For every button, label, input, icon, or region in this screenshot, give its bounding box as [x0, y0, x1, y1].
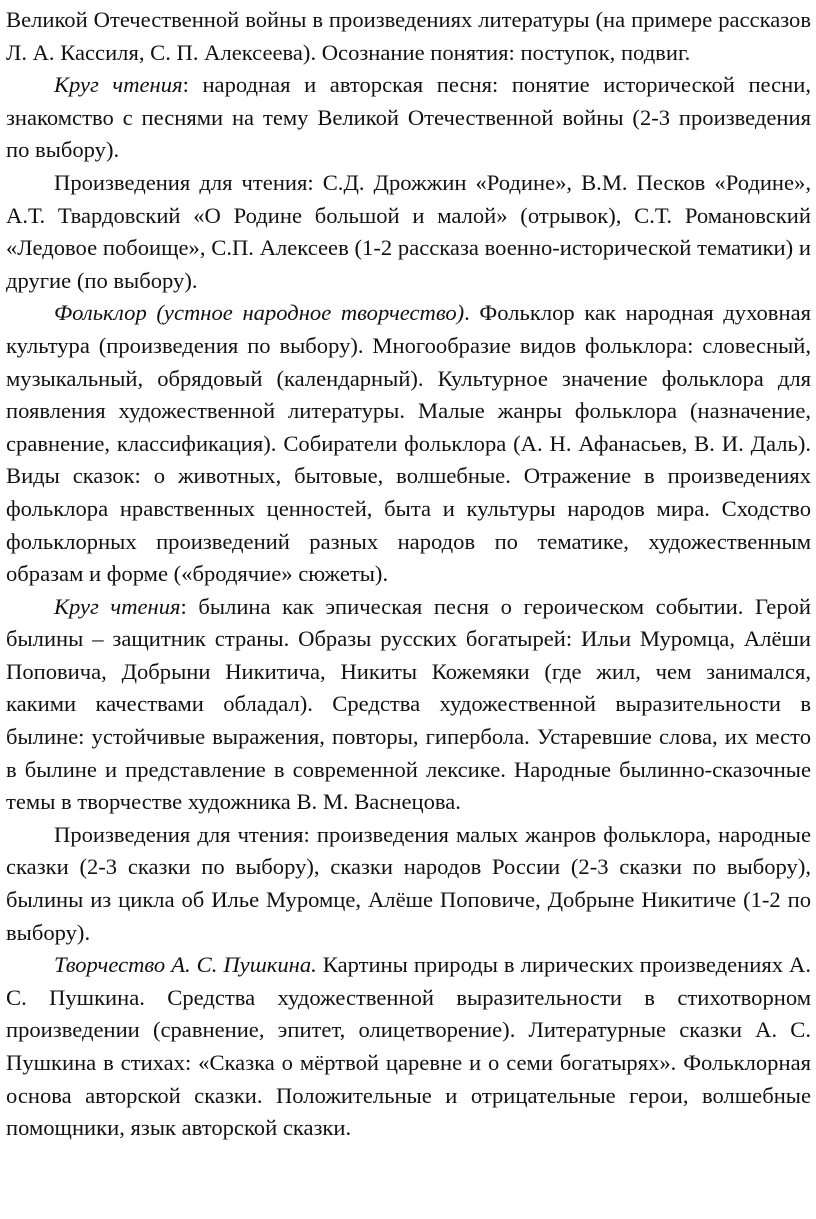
paragraph-3-text: Произведения для чтения: С.Д. Дрожжин «Родине», В.М. Песков «Родине», А.Т. Твардовский «О Родине большой и малой» (отрывок), С.Т. Романовский «Ледовое побоище», С.П. Алексеев (1-2 рассказа военно-исторической тематики) и другие (по выбору).: [6, 169, 811, 293]
paragraph-2-text: : народная и авторская песня: понятие исторической песни, знакомство с песнями на тему Великой Отечественной войны (2-3 произведения по выбору).: [6, 72, 812, 163]
paragraph-4: [6, 297, 811, 590]
paragraph-5-italic-lead: Круг чтения: [54, 593, 181, 619]
paragraph-1-text: Великой Отечественной войны в произведениях литературы (на примере рассказов Л. А. Кассиля, С. П. Алексеева). Осознание понятия: поступок, подвиг.: [6, 7, 811, 65]
paragraph-7-italic-lead: Творчество А. С. Пушкина.: [54, 952, 317, 978]
paragraph-5-text: : былина как эпическая песня о героическом событии. Герой былины – защитник страны. Образы русских богатырей: Ильи Муромца, Алёши Поповича, Добрыни Никитича, Никиты Кожемяки (где жил, чем занимался, какими качествами обладал). Средства художественной выразительности в былине: устойчивые выражения, повторы, гипербола. Устаревшие слова, их место в былине и представление в современной лексике. Народные былинно-сказочные темы в творчестве художника В. М. Васнецова.: [6, 593, 811, 815]
paragraph-2: [6, 69, 811, 167]
paragraph-5: [6, 591, 811, 819]
paragraph-4-text: . Фольклор как народная духовная культура (произведения по выбору). Многообразие видов фольклора: словесный, музыкальный, обрядовый (календарный). Культурное значение фольклора для появления художественной литературы. Малые жанры фольклора (назначение, сравнение, классификация). Собиратели фольклора (А. Н. Афанасьев, В. И. Даль). Виды сказок: о животных, бытовые, волшебные. Отражение в произведениях фольклора нравственных ценностей, быта и культуры народов мира. Сходство фольклорных произведений разных народов по тематике, художественным образам и форме («бродячие» сюжеты).: [6, 300, 811, 587]
paragraph-6: [6, 819, 811, 949]
paragraph-3: [6, 167, 811, 297]
paragraph-7: [6, 949, 811, 1145]
paragraph-1: [6, 4, 811, 69]
paragraph-2-italic-lead: Круг чтения: [54, 72, 183, 98]
paragraph-7-text: Картины природы в лирических произведениях А. С. Пушкина. Средства художественной выразительности в стихотворном произведении (сравнение, эпитет, олицетворение). Литературные сказки А. С. Пушкина в стихах: «Сказка о мёртвой царевне и о семи богатырях». Фольклорная основа авторской сказки. Положительные и отрицательные герои, волшебные помощники, язык авторской сказки.: [6, 952, 812, 1141]
paragraph-4-italic-lead: Фольклор (устное народное творчество): [54, 300, 465, 326]
paragraph-6-text: Произведения для чтения: произведения малых жанров фольклора, народные сказки (2-3 сказки по выбору), сказки народов России (2-3 сказки по выбору), былины из цикла об Илье Муромце, Алёше Поповиче, Добрыне Никитиче (1-2 по выбору).: [6, 821, 811, 945]
